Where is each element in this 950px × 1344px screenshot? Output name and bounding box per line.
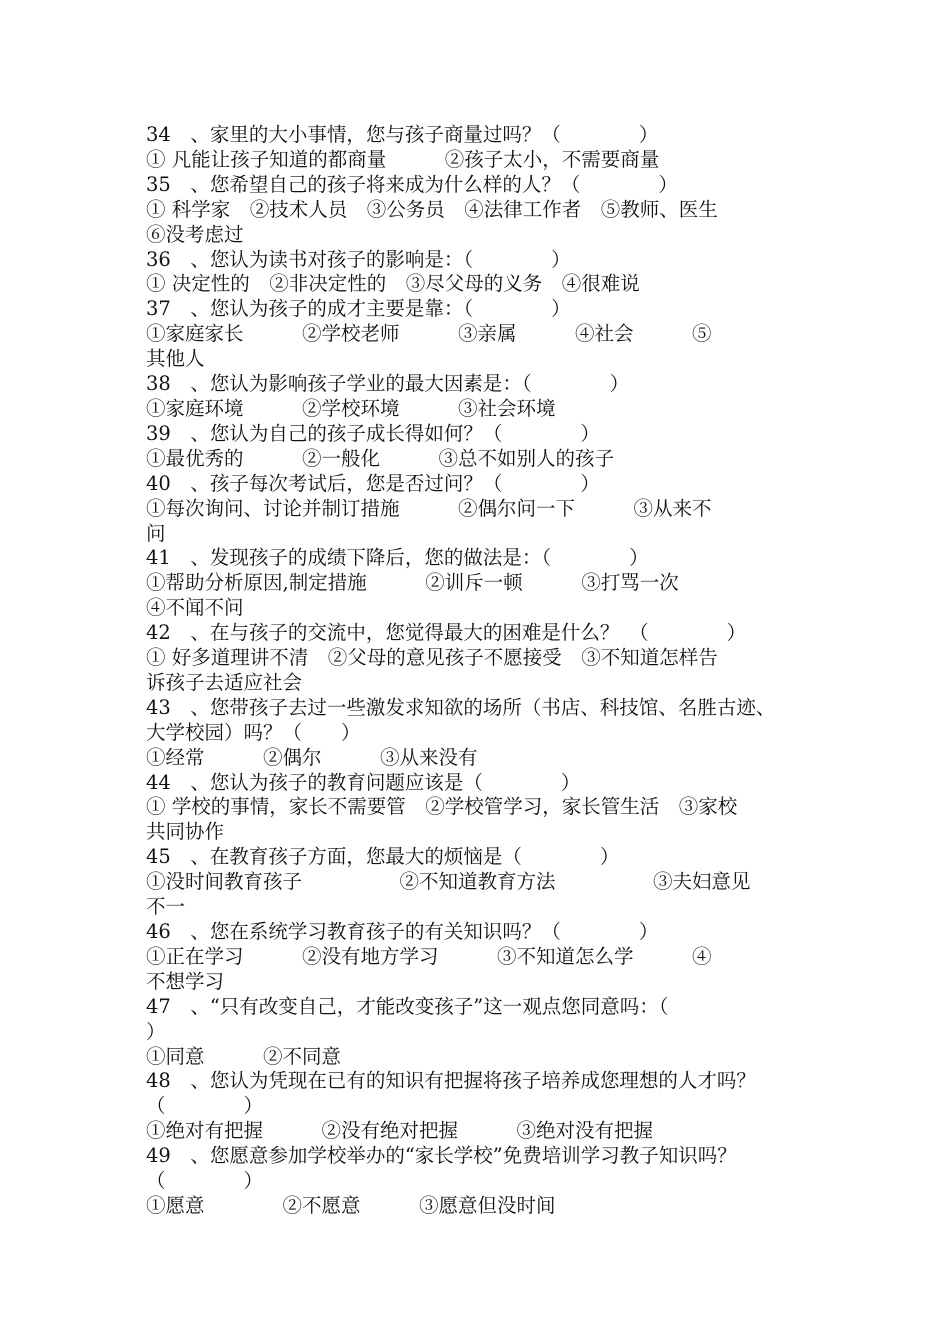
option-continuation: 共同协作 — [146, 820, 225, 844]
option-line: （ ） — [146, 1169, 264, 1193]
option-line: ①每次询问、讨论并制订措施 ②偶尔问一下 ③从来不 — [146, 496, 712, 520]
option-line: ①没时间教育孩子 ②不知道教育方法 ③夫妇意见 — [146, 870, 751, 894]
option-line: ①家庭环境 ②学校环境 ③社会环境 — [146, 396, 556, 420]
question-text: 47 、“只有改变自己，才能改变孩子”这一观点您同意吗：（ — [146, 994, 669, 1018]
option-line: ①正在学习 ②没有地方学习 ③不知道怎么学 ④ — [146, 944, 712, 968]
option-continuation: ④不闻不问 — [146, 596, 244, 620]
question-text: 49 、您愿意参加学校举办的“家长学校”免费培训学习教子知识吗？ — [146, 1144, 737, 1168]
question-text: 45 、在教育孩子方面，您最大的烦恼是（ ） — [146, 845, 620, 869]
option-continuation: ⑥没考虑过 — [146, 222, 244, 246]
question-text: 43 、您带孩子去过一些激发求知欲的场所（书店、科技馆、名胜古迹、 — [146, 695, 776, 719]
question-text: 48 、您认为凭现在已有的知识有把握将孩子培养成您理想的人才吗？ — [146, 1069, 756, 1093]
option-line: 不一 — [146, 895, 186, 919]
option-line: ①家庭家长 ②学校老师 ③亲属 ④社会 ⑤ — [146, 322, 712, 346]
question-text: 44 、您认为孩子的教育问题应该是（ ） — [146, 770, 581, 794]
option-continuation: 诉孩子去适应社会 — [146, 670, 303, 694]
question-text: 41 、发现孩子的成绩下降后，您的做法是：（ ） — [146, 546, 649, 570]
option-line: ① 科学家 ②技术人员 ③公务员 ④法律工作者 ⑤教师、医生 — [146, 197, 718, 221]
option-line: ①绝对有把握 ②没有绝对把握 ③绝对没有把握 — [146, 1119, 654, 1143]
option-line: 不想学习 — [146, 969, 225, 993]
question-text: 35 、您希望自己的孩子将来成为什么样的人？（ ） — [146, 172, 678, 196]
question-text: 40 、孩子每次考试后，您是否过问？（ ） — [146, 471, 600, 495]
option-line: ①愿意 ②不愿意 ③愿意但没时间 — [146, 1193, 556, 1217]
option-line: 大学校园）吗？（ ） — [146, 720, 361, 744]
option-line: ） — [146, 1019, 166, 1043]
question-text: 36 、您认为读书对孩子的影响是：（ ） — [146, 247, 571, 271]
question-text: 46 、您在系统学习教育孩子的有关知识吗？（ ） — [146, 920, 659, 943]
option-line: ① 好多道理讲不清 ②父母的意见孩子不愿接受 ③不知道怎样告 — [146, 646, 718, 670]
option-line: ①同意 ②不同意 — [146, 1044, 342, 1068]
option-line: ①帮助分析原因,制定措施 ②训斥一顿 ③打骂一次 — [146, 571, 679, 595]
question-text: 34 、家里的大小事情，您与孩子商量过吗？（ ） — [146, 123, 659, 146]
question-text: 38 、您认为影响孩子学业的最大因素是：（ ） — [146, 372, 630, 396]
option-line: ①最优秀的 ②一般化 ③总不如别人的孩子 — [146, 446, 615, 470]
option-line: ① 学校的事情，家长不需要管 ②学校管学习，家长管生活 ③家校 — [146, 795, 738, 819]
option-line: 其他人 — [146, 347, 205, 371]
question-text: 37 、您认为孩子的成才主要是靠：（ ） — [146, 297, 571, 321]
question-text: 42 、在与孩子的交流中，您觉得最大的困难是什么？ （ ） — [146, 621, 747, 645]
option-line: （ ） — [146, 1094, 264, 1118]
option-line: ①经常 ②偶尔 ③从来没有 — [146, 745, 478, 769]
option-line: ① 决定性的 ②非决定性的 ③尽父母的义务 ④很难说 — [146, 272, 640, 296]
questionnaire-body — [146, 123, 836, 1219]
option-line: 问 — [146, 521, 166, 545]
question-text: 39 、您认为自己的孩子成长得如何？（ ） — [146, 421, 600, 445]
option-line: ① 凡能让孩子知道的都商量 ②孩子太小，不需要商量 — [146, 147, 660, 171]
